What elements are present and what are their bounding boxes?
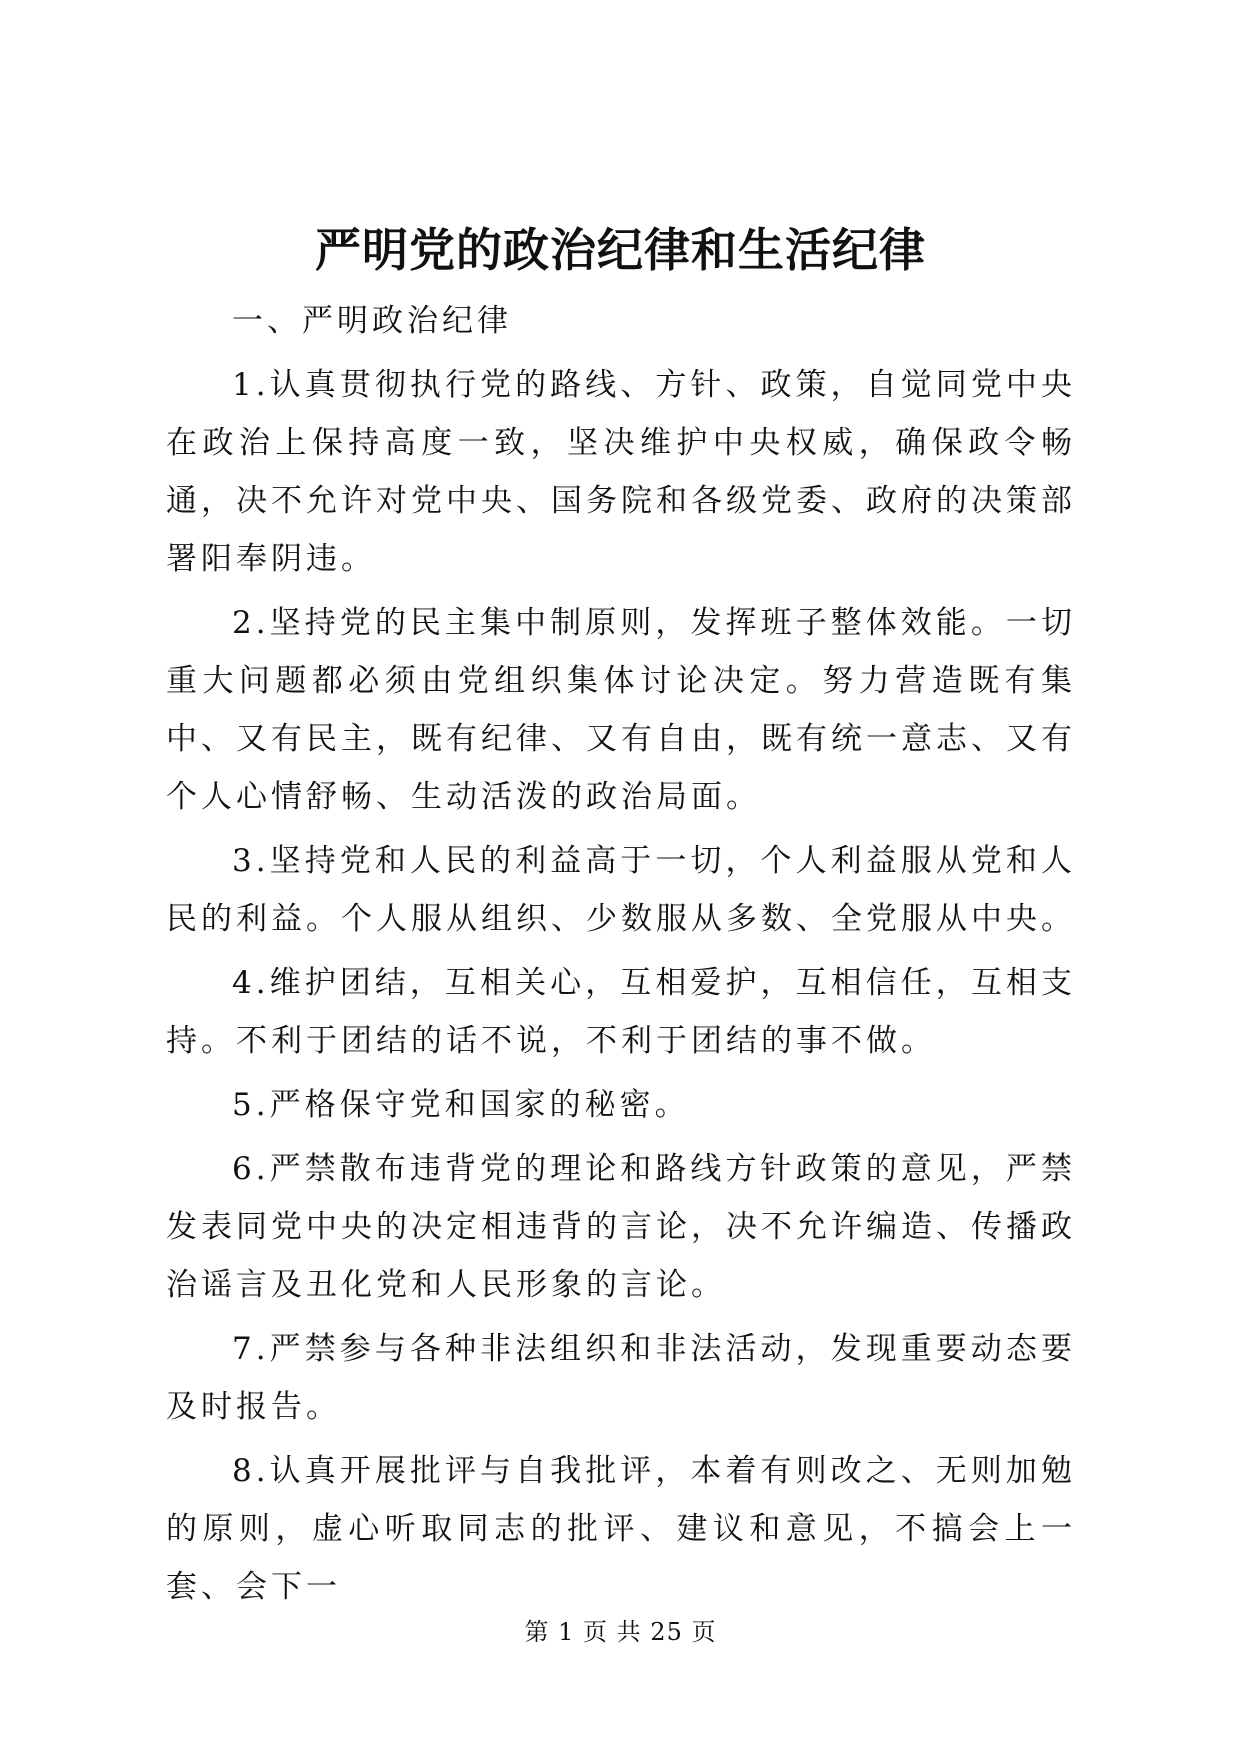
paragraph-6: 6.严禁散布违背党的理论和路线方针政策的意见，严禁发表同党中央的决定相违背的言论，决不允许编造、传播政治谣言及丑化党和人民形象的言论。	[166, 1151, 1076, 1303]
paragraph-7: 7.严禁参与各种非法组织和非法活动，发现重要动态要及时报告。	[166, 1331, 1076, 1425]
paragraph-8: 8.认真开展批评与自我批评，本着有则改之、无则加勉的原则，虚心听取同志的批评、建议和意见，不搞会上一套、会下一	[166, 1453, 1076, 1605]
paragraph-1: 1.认真贯彻执行党的路线、方针、政策，自觉同党中央在政治上保持高度一致，坚决维护中央权威，确保政令畅通，决不允许对党中央、国务院和各级党委、政府的决策部署阳奉阴违。	[166, 367, 1076, 577]
paragraph-5: 5.严格保守党和国家的秘密。	[232, 1087, 690, 1123]
section-heading: 一、严明政治纪律	[232, 303, 512, 339]
document-body	[166, 292, 1076, 1616]
paragraph-3: 3.坚持党和人民的利益高于一切，个人利益服从党和人民的利益。个人服从组织、少数服从多数、全党服从中央。	[166, 843, 1076, 937]
paragraph-4: 4.维护团结，互相关心，互相爱护，互相信任，互相支持。不利于团结的话不说，不利于团结的事不做。	[166, 965, 1076, 1059]
page-number-footer: 第 1 页 共 25 页	[524, 1618, 717, 1646]
document-title: 严明党的政治纪律和生活纪律	[315, 223, 926, 277]
paragraph-2: 2.坚持党的民主集中制原则，发挥班子整体效能。一切重大问题都必须由党组织集体讨论决定。努力营造既有集中、又有民主，既有纪律、又有自由，既有统一意志、又有个人心情舒畅、生动活泼的政治局面。	[166, 605, 1076, 815]
